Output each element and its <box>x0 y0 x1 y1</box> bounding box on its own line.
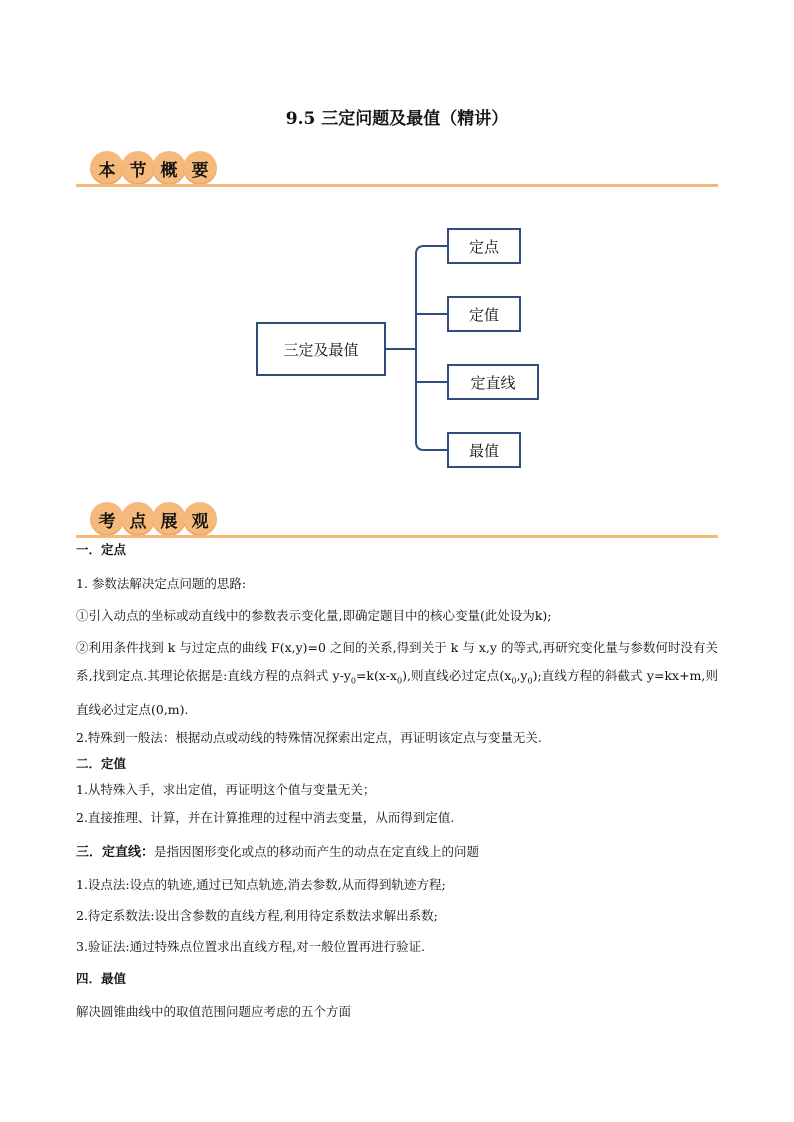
mindmap-node-fixed-point: 定点 <box>447 228 521 264</box>
banner-char: 考 <box>90 502 124 536</box>
mindmap-root: 三定及最值 <box>256 322 386 376</box>
page-title: 9.5 三定问题及最值（精讲） <box>285 109 509 129</box>
subscript: 0 <box>396 676 403 686</box>
text-run: ),则直线必过定点(x <box>402 668 512 683</box>
paragraph: 1.设点法:设点的轨迹,通过已知点轨迹,消去参数,从而得到轨迹方程; <box>76 877 446 892</box>
banner-char: 展 <box>152 502 186 536</box>
mindmap-node-fixed-value: 定值 <box>447 296 521 332</box>
banner-char: 点 <box>121 502 155 536</box>
paragraph: 2.特殊到一般法：根据动点或动线的特殊情况探索出定点，再证明该定点与变量无关. <box>76 730 542 745</box>
text-run: ②利用条件找到 k 与过定点的曲线 F(x,y)=0 之间的关系,得到关于 k 与 x,y 的等式,再研究变化量与参数何时没有关系,找到定点.其理论依据是:直线方程的点斜式 y-y <box>76 640 718 683</box>
section-banner-points <box>76 502 718 538</box>
subscript: 0 <box>527 676 533 686</box>
subscript: 0 <box>350 676 356 686</box>
section-heading-line <box>76 843 718 862</box>
section-heading: 一．定点 <box>76 542 127 557</box>
banner-char: 概 <box>152 151 186 185</box>
paragraph: 2.待定系数法:设出含参数的直线方程,利用待定系数法求解出系数; <box>76 908 438 923</box>
banner-char: 本 <box>90 151 124 185</box>
text-run: ,y <box>516 668 528 683</box>
paragraph: 解决圆锥曲线中的取值范围问题应考虑的五个方面 <box>76 1004 352 1019</box>
banner-char: 节 <box>121 151 155 185</box>
banner-char: 要 <box>183 151 217 185</box>
section-heading: 三．定直线： <box>76 845 155 860</box>
mindmap-node-fixed-line: 定直线 <box>447 364 539 400</box>
paragraph: ①引入动点的坐标或动直线中的参数表示变化量,即确定题目中的核心变量(此处设为k); <box>76 608 552 623</box>
paragraph: 1. 参数法解决定点问题的思路: <box>76 576 247 591</box>
paragraph: 1.从特殊入手，求出定值，再证明这个值与变量无关； <box>76 782 376 797</box>
text-run: =k(x-x <box>355 668 397 683</box>
section-heading: 四．最值 <box>76 971 127 986</box>
paragraph: 3.验证法:通过特殊点位置求出直线方程,对一般位置再进行验证. <box>76 939 426 954</box>
banner-char: 观 <box>183 502 217 536</box>
subscript: 0 <box>511 676 517 686</box>
text-run: );直线方程的斜截式 y=kx+m,则直线必过定点(0,m). <box>76 668 718 717</box>
banner-rule <box>76 535 718 538</box>
paragraph: 2.直接推理、计算，并在计算推理的过程中消去变量，从而得到定值. <box>76 810 455 825</box>
mindmap-node-extremum: 最值 <box>447 432 521 468</box>
heading-description: 是指因图形变化或点的移动而产生的动点在定直线上的问题 <box>154 844 480 859</box>
section-heading: 二．定值 <box>76 756 127 771</box>
paragraph <box>76 634 718 724</box>
